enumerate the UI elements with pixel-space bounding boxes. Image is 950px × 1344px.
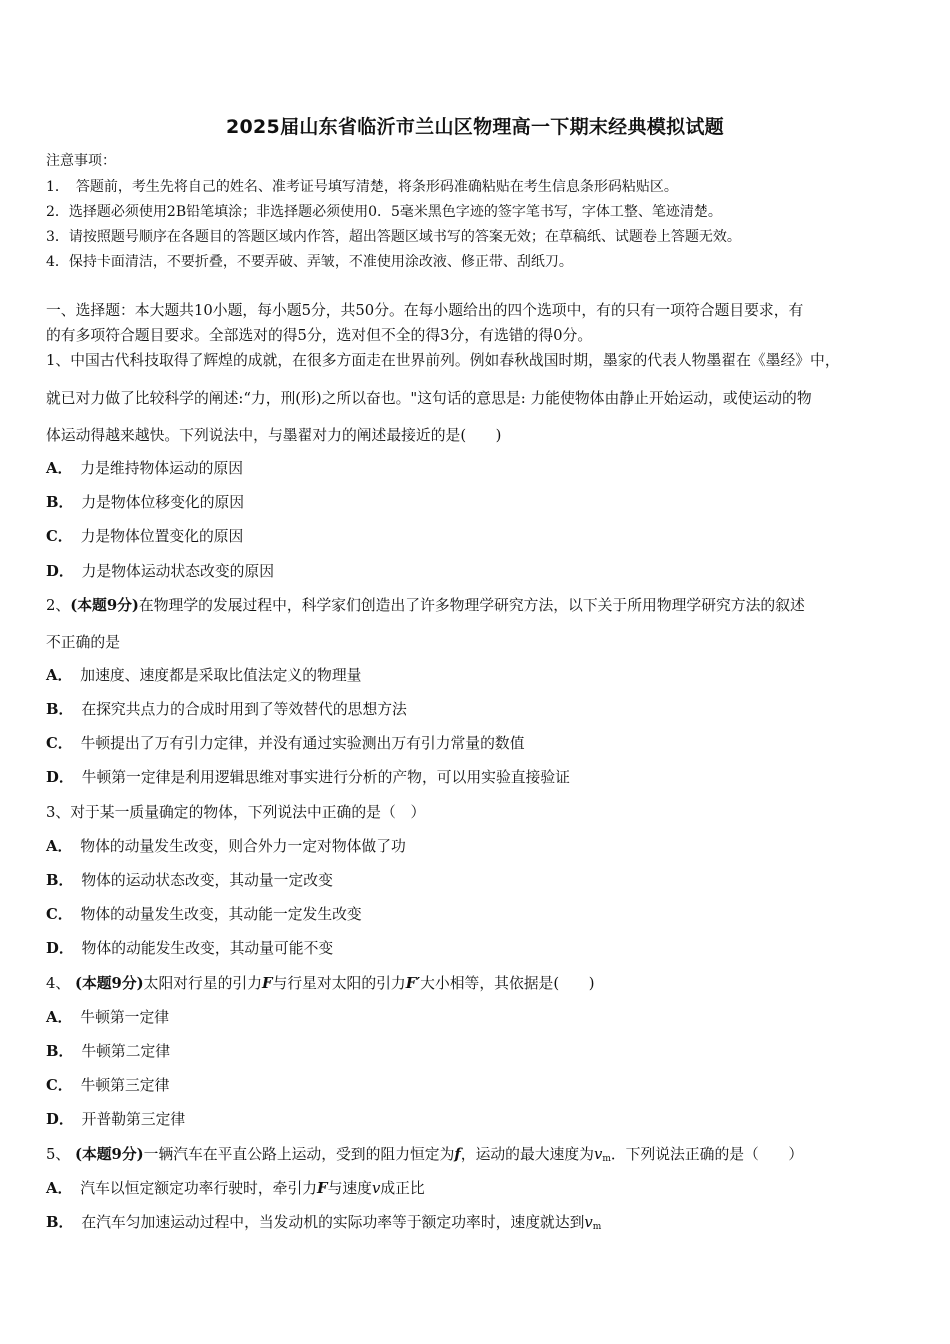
question-5-option-b[interactable]: B． 在汽车匀加速运动过程中，当发动机的实际功率等于额定功率时，速度就达到$v_m$ [46,1214,602,1232]
question-1-stem: 1、中国古代科技取得了辉煌的成就，在很多方面走在世界前列。例如春秋战国时期，墨家的代表人物墨翟在《墨经》中， [46,352,840,369]
notice-item: 4．保持卡面清洁，不要折叠，不要弄破、弄皱，不准使用涂改液、修正带、刮纸刀。 [46,254,573,270]
question-1-option-a[interactable]: A． 力是维持物体运动的原因 [46,460,244,477]
notice-item: 2．选择题必须使用2B铅笔填涂；非选择题必须使用0．5毫米黑色字迹的签字笔书写，字体工整、笔迹清楚。 [46,204,722,220]
question-4-option-b[interactable]: B． 牛顿第二定律 [46,1043,171,1060]
question-2-stem: 不正确的是 [46,634,120,651]
question-5-stem: 5、 (本题9分)一辆汽车在平直公路上运动，受到的阻力恒定为f，运动的最大速度为$v_m$．下列说法正确的是（ ） [46,1146,804,1164]
question-4-option-a[interactable]: A． 牛顿第一定律 [46,1009,170,1026]
question-4-stem: 4、 (本题9分)太阳对行星的引力F与行星对太阳的引力F′大小相等，其依据是( ) [46,975,595,992]
page-title: 2025届山东省临沂市兰山区物理高一下期末经典模拟试题 [226,116,724,138]
notice-item: 1． 答题前，考生先将自己的姓名、准考证号填写清楚，将条形码准确粘贴在考生信息条形码粘贴区。 [46,179,678,195]
question-4-option-c[interactable]: C． 牛顿第三定律 [46,1077,170,1094]
notice-heading: 注意事项： [46,153,116,169]
question-2-option-c[interactable]: C． 牛顿提出了万有引力定律，并没有通过实验测出万有引力常量的数值 [46,735,525,752]
question-2-option-d[interactable]: D． 牛顿第一定律是利用逻辑思维对事实进行分析的产物，可以用实验直接验证 [46,769,570,786]
question-2-stem: 2、(本题9分)在物理学的发展过程中，科学家们创造出了许多物理学研究方法，以下关于所用物理学研究方法的叙述 [46,597,805,614]
question-1-option-c[interactable]: C． 力是物体位置变化的原因 [46,528,244,545]
section-instructions: 一、选择题：本大题共10小题，每小题5分，共50分。在每小题给出的四个选项中，有的只有一项符合题目要求，有 [46,302,804,319]
question-1-stem: 就已对力做了比较科学的阐述:“力，刑(形)之所以奋也。"这句话的意思是: 力能使物体由静止开始运动，或使运动的物 [46,390,812,407]
question-3-stem: 3、对于某一质量确定的物体，下列说法中正确的是（ ） [46,804,426,821]
question-2-option-a[interactable]: A． 加速度、速度都是采取比值法定义的物理量 [46,667,362,684]
question-3-option-c[interactable]: C． 物体的动量发生改变，其动能一定发生改变 [46,906,362,923]
section-instructions: 的有多项符合题目要求。全部选对的得5分，选对但不全的得3分，有选错的得0分。 [46,327,593,344]
question-3-option-d[interactable]: D． 物体的动能发生改变，其动量可能不变 [46,940,334,957]
question-2-option-b[interactable]: B． 在探究共点力的合成时用到了等效替代的思想方法 [46,701,407,718]
question-1-option-b[interactable]: B． 力是物体位移变化的原因 [46,494,245,511]
notice-item: 3．请按照题号顺序在各题目的答题区域内作答，超出答题区域书写的答案无效；在草稿纸、试题卷上答题无效。 [46,229,741,245]
question-5-option-a[interactable]: A． 汽车以恒定额定功率行驶时，牵引力F与速度v成正比 [46,1180,425,1197]
question-3-option-b[interactable]: B． 物体的运动状态改变，其动量一定改变 [46,872,333,889]
question-3-option-a[interactable]: A． 物体的动量发生改变，则合外力一定对物体做了功 [46,838,406,855]
question-4-option-d[interactable]: D． 开普勒第三定律 [46,1111,186,1128]
question-1-option-d[interactable]: D． 力是物体运动状态改变的原因 [46,563,275,580]
question-1-stem: 体运动得越来越快。下列说法中，与墨翟对力的阐述最接近的是( ) [46,427,502,444]
